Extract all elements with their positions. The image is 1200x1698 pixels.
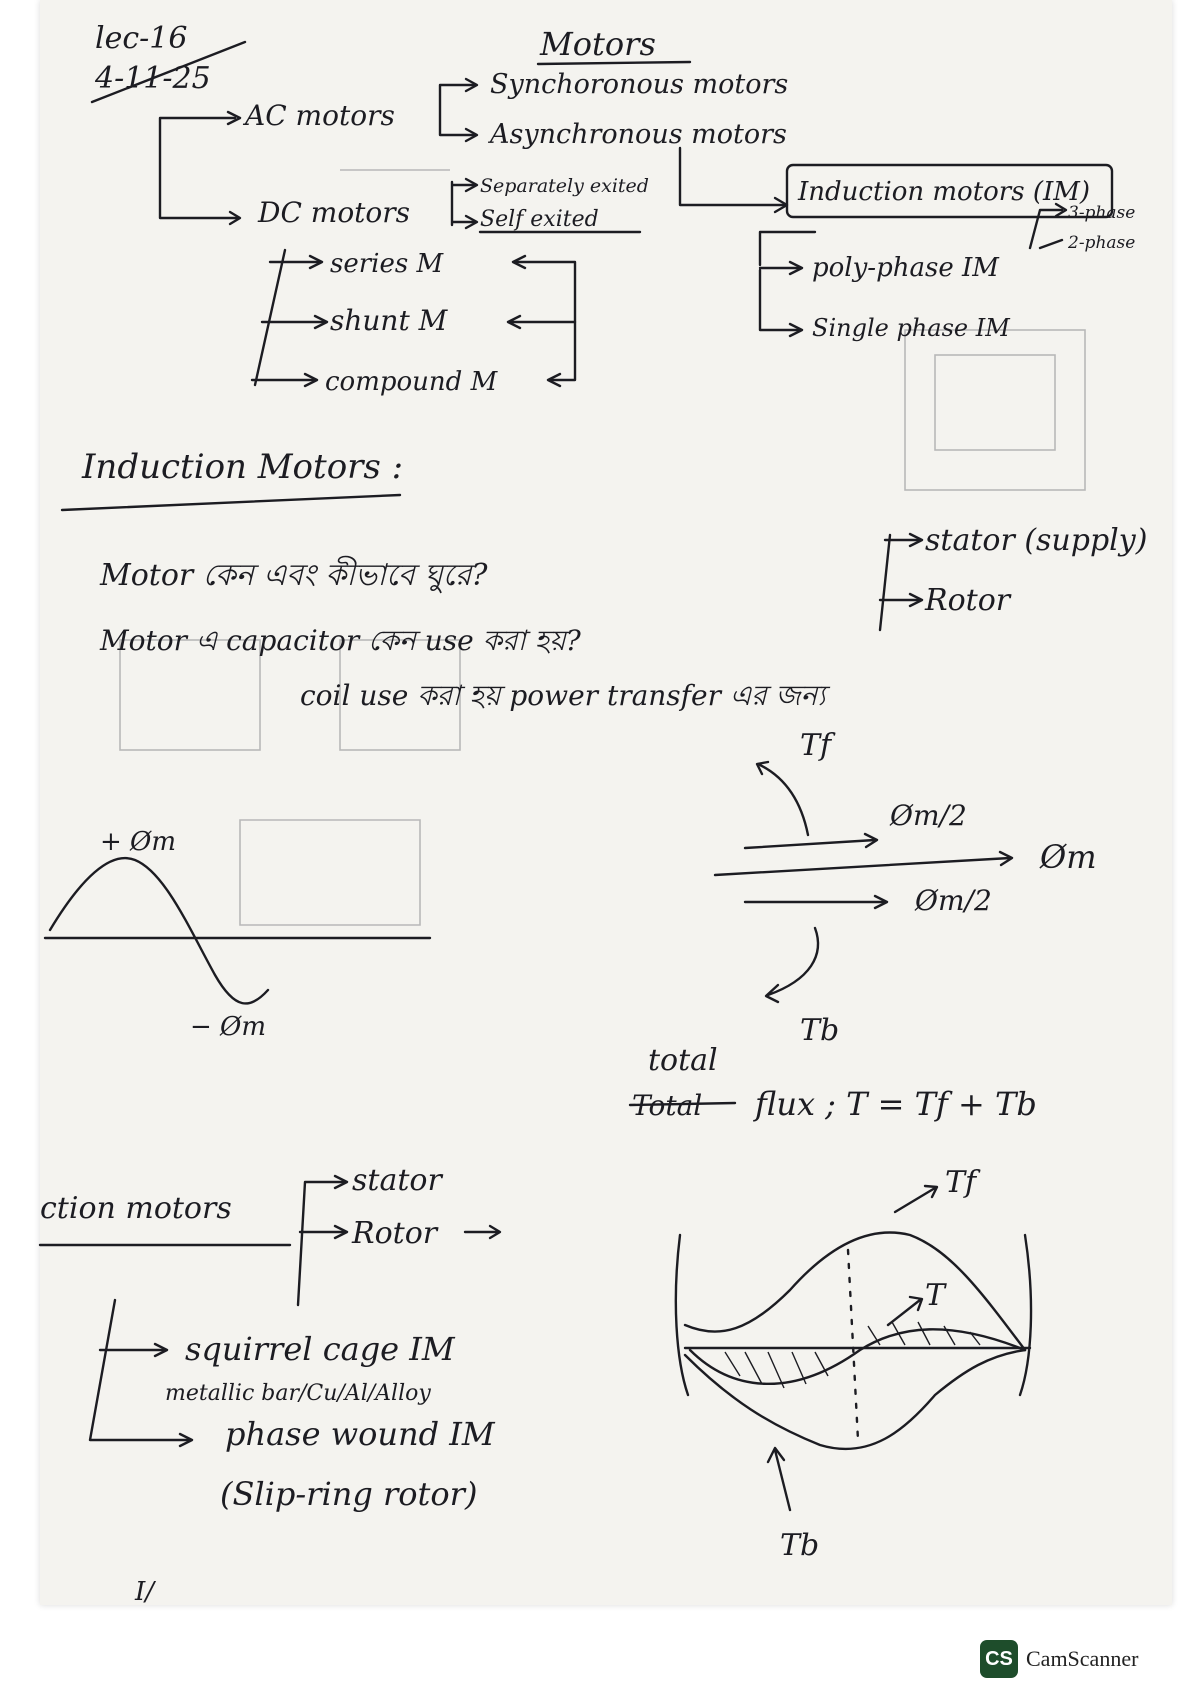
squirrel-cage-im-label: squirrel cage IM [185, 1330, 455, 1368]
induction-motors-heading: Induction Motors : [82, 447, 404, 487]
stator-label-2: stator [352, 1163, 442, 1198]
page-bottom-mark: I/ [135, 1577, 155, 1607]
single-phase-im-label: Single phase IM [812, 314, 1010, 342]
shunt-m-label: shunt M [330, 304, 448, 337]
two-phase-label: 2-phase [1068, 233, 1136, 253]
dc-motors-label: DC motors [258, 196, 411, 229]
polyphase-im-label: poly-phase IM [812, 253, 999, 283]
sine-wave [50, 858, 268, 1003]
asynchronous-motors-label: Asynchronous motors [490, 119, 787, 150]
tb-label: Tb [800, 1013, 840, 1048]
phase-wound-im-label: phase wound IM [225, 1415, 495, 1453]
compound-m-label: compound M [325, 367, 498, 397]
rotor-label: Rotor [925, 583, 1011, 618]
total-word: total [648, 1043, 718, 1078]
synchronous-motors-label: Synchoronous motors [490, 69, 789, 100]
slip-ring-rotor-label: (Slip-ring rotor) [220, 1475, 478, 1513]
separately-excited-label: Separately exited [480, 175, 649, 197]
graph-t-label: T [925, 1278, 946, 1313]
heading-underline [62, 495, 400, 510]
lecture-date: 4-11-25 [95, 61, 211, 96]
graph-left-boundary [676, 1235, 688, 1395]
question-why-rotates: Motor কেন এবং কীভাবে ঘুরে? [100, 558, 488, 593]
graph-tb-label: Tb [780, 1528, 820, 1563]
camscanner-name: CamScanner [1026, 1646, 1139, 1671]
camscanner-logo-icon: CS [980, 1640, 1018, 1678]
stator-supply-label: stator (supply) [925, 523, 1148, 558]
graph-tf-label: Tf [945, 1165, 977, 1200]
tb-curve-arrow [768, 928, 818, 995]
phi-m-label: Øm [1040, 838, 1097, 876]
rotor-materials-label: metallic bar/Cu/Al/Alloy [165, 1381, 431, 1406]
tf-curve [685, 1232, 1025, 1350]
half-flux-bottom-label: Øm/2 [915, 884, 992, 917]
series-m-label: series M [330, 249, 444, 279]
half-flux-top-label: Øm/2 [890, 799, 967, 832]
question-capacitor: Motor এ capacitor কেন use করা হয়? [100, 624, 581, 657]
lecture-number: lec-16 [95, 21, 188, 56]
induction-motor-box: Induction motors (IM) [798, 177, 1091, 207]
tf-label: Tf [800, 728, 832, 763]
struck-total-word: Total [632, 1089, 703, 1122]
graph-right-boundary [1020, 1235, 1031, 1395]
plus-phi-m-label: + Øm [100, 827, 177, 857]
motor-classification-tree [160, 69, 1135, 397]
dotted-vertical [848, 1250, 858, 1440]
minus-phi-m-label: − Øm [190, 1012, 267, 1042]
rotor-label-2: Rotor [352, 1216, 438, 1251]
tf-curve-arrow [760, 765, 808, 835]
self-excited-label: Self exited [480, 207, 599, 232]
flux-split-diagram [630, 728, 1097, 1123]
stator-rotor-branch [880, 523, 1147, 630]
induction-motors-heading-2: ction motors [40, 1191, 232, 1226]
total-flux-equation: flux ; T = Tf + Tb [755, 1085, 1037, 1123]
flux-sine-diagram [45, 827, 430, 1042]
torque-graph [676, 1165, 1031, 1563]
note-coil-power-transfer: coil use করা হয় power transfer এর জন্য [300, 679, 826, 712]
three-phase-label: 3-phase [1068, 203, 1136, 223]
ac-motors-label: AC motors [245, 99, 395, 132]
page-title: Motors [540, 25, 656, 63]
